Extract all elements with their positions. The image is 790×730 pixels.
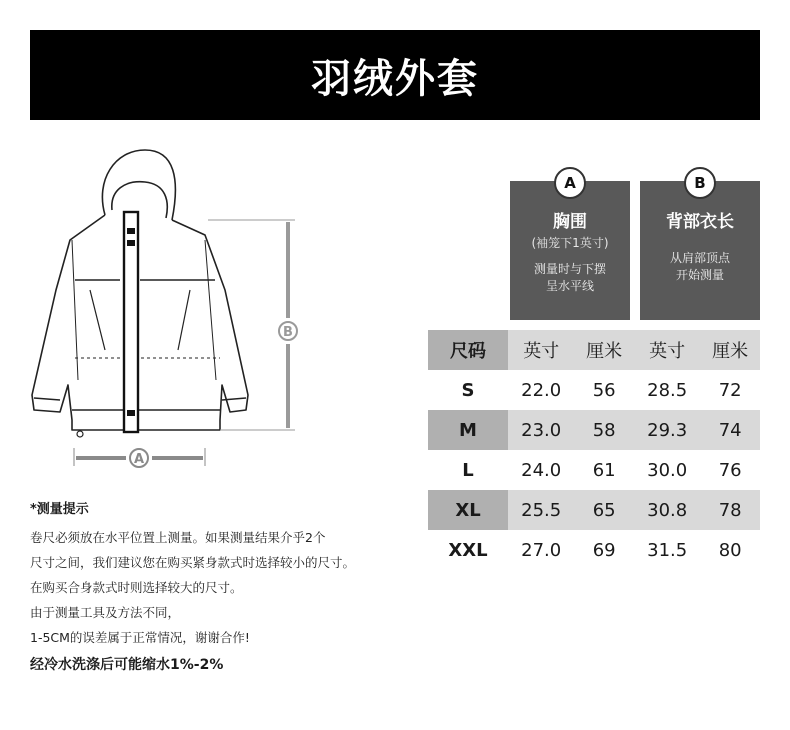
chest-cm-cell: 69	[592, 539, 616, 561]
chest-inch-cell: 24.0	[521, 459, 562, 481]
card-back-length-description	[640, 250, 760, 284]
length-cm-cell: 80	[718, 539, 742, 561]
notes-title: *测量提示	[30, 502, 89, 517]
header-length-inch: 英寸	[634, 330, 700, 370]
length-inch-cell: 28.5	[647, 379, 688, 401]
chest-cm-cell: 61	[592, 459, 616, 481]
card-chest-badge: A	[554, 167, 586, 199]
card-back-length-desc-line: 从肩部顶点	[669, 251, 730, 265]
card-chest	[510, 174, 630, 320]
note-line: 1-5CM的误差属于正常情况，谢谢合作!	[30, 630, 250, 645]
header-length-cm: 厘米	[700, 330, 760, 370]
card-back-length-desc-line: 开始测量	[675, 268, 724, 282]
marker-a-label: A	[133, 452, 145, 467]
header-chest-inch: 英寸	[508, 330, 574, 370]
card-chest-desc-line: 测量时与下摆	[533, 262, 606, 276]
chest-inch-cell: 27.0	[521, 539, 562, 561]
table-row	[428, 490, 760, 530]
chest-inch-cell: 23.0	[508, 410, 574, 450]
card-back-length	[640, 174, 760, 320]
length-inch-cell: 30.0	[647, 459, 688, 481]
card-chest-desc-line: 呈水平线	[545, 279, 594, 293]
size-cell: XXL	[448, 539, 488, 561]
marker-b-label: B	[283, 325, 293, 340]
table-header-row	[428, 330, 760, 370]
table-row	[428, 450, 760, 490]
card-chest-description	[510, 261, 630, 295]
chest-inch-cell: 25.5	[508, 490, 574, 530]
size-cell: L	[462, 459, 474, 481]
length-cm-cell: 74	[700, 410, 760, 450]
size-cell: XL	[428, 490, 508, 530]
length-cm-cell: 76	[718, 459, 742, 481]
note-line: 由于测量工具及方法不同，	[30, 605, 181, 620]
table-row	[428, 370, 760, 410]
size-cell: M	[428, 410, 508, 450]
chest-inch-cell: 22.0	[521, 379, 562, 401]
size-cell: S	[461, 379, 475, 401]
chest-cm-cell: 65	[574, 490, 634, 530]
length-inch-cell: 31.5	[647, 539, 688, 561]
length-inch-cell: 30.8	[634, 490, 700, 530]
note-line: 在购买合身款式时则选择较大的尺寸。	[30, 580, 243, 595]
size-table	[428, 330, 760, 570]
jacket-illustration	[20, 140, 320, 480]
card-back-length-title: 背部衣长	[666, 212, 734, 232]
title-banner	[30, 30, 760, 120]
table-row	[428, 410, 760, 450]
card-chest-title: 胸围	[553, 212, 587, 232]
length-cm-cell: 72	[718, 379, 742, 401]
page-title: 羽绒外套	[311, 55, 479, 102]
card-back-length-badge: B	[684, 167, 716, 199]
chest-cm-cell: 56	[592, 379, 616, 401]
length-inch-cell: 29.3	[634, 410, 700, 450]
note-line: 卷尺必须放在水平位置上测量。如果测量结果介乎2个	[30, 530, 326, 545]
chest-cm-cell: 58	[574, 410, 634, 450]
shrinkage-note: 经冷水洗涤后可能缩水1%-2%	[30, 657, 224, 673]
measurement-notes	[30, 498, 410, 674]
card-chest-subtitle: (袖笼下1英寸)	[531, 236, 609, 250]
header-size: 尺码	[428, 330, 508, 370]
header-chest-cm: 厘米	[574, 330, 634, 370]
note-line: 尺寸之间，我们建议您在购买紧身款式时选择较小的尺寸。	[30, 555, 356, 570]
length-cm-cell: 78	[700, 490, 760, 530]
jacket-body	[32, 215, 248, 430]
table-row	[428, 530, 760, 570]
jacket-hood	[102, 150, 175, 220]
